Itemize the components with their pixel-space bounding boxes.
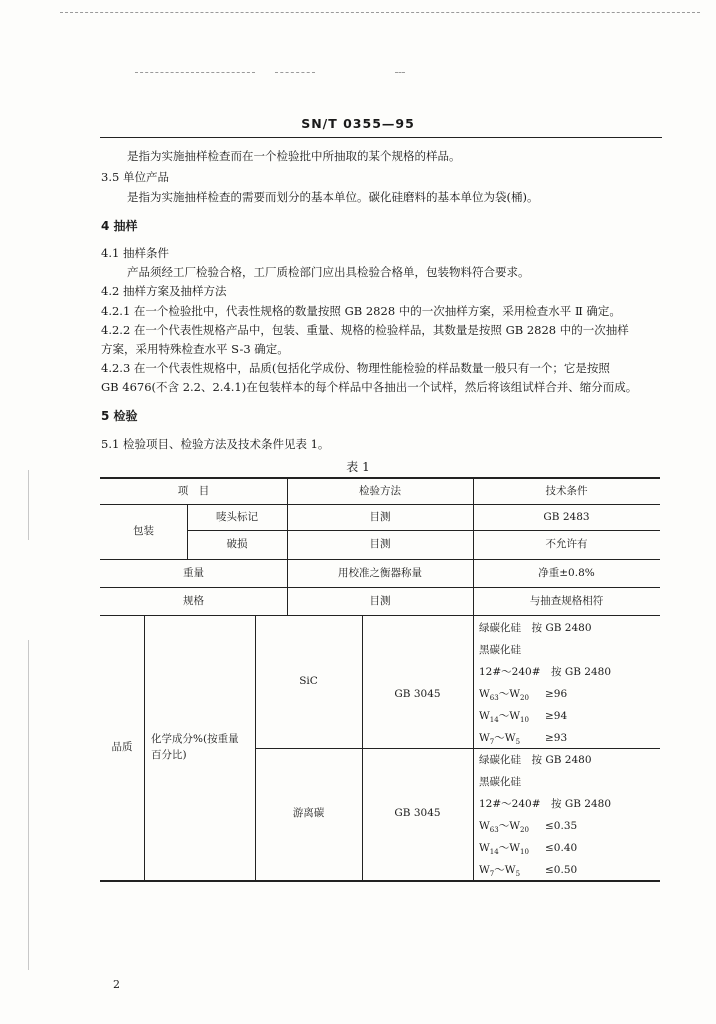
section-heading: 3.5 单位产品 — [101, 170, 169, 184]
packaging-condition: 不允许有 — [545, 538, 588, 550]
body-line: 4.2.1 在一个检验批中，代表性规格的数量按照 GB 2828 中的一次抽样方案，采用检查水平 Ⅱ 确定。 — [101, 304, 621, 318]
table-border — [255, 748, 660, 749]
sic-threshold: ≥94 — [545, 710, 568, 722]
standard-code: SN/T 0355—95 — [301, 116, 415, 131]
free-carbon-threshold: ≤0.35 — [545, 820, 578, 832]
table-border — [100, 559, 660, 560]
quality-label: 品质 — [111, 741, 133, 753]
packaging-method: 目测 — [369, 511, 391, 523]
table-border — [100, 477, 660, 479]
scan-artifact-top — [60, 12, 700, 13]
table-border — [362, 615, 363, 880]
spec-condition: 与抽查规格相符 — [529, 595, 604, 607]
body-line: 4.2.2 在一个代表性规格产品中，包装、重量、规格的检验样品，其数量是按照 GB 2828 中的一次抽样 — [101, 323, 629, 337]
section-heading: 4.2 抽样方案及抽样方法 — [101, 284, 227, 298]
table-border — [473, 615, 474, 880]
sic-grit-range: $W_{63}\sim W_{20}$ — [479, 688, 529, 703]
body-line: 4.2.3 在一个代表性规格中，品质(包括化学成份、物理性能检验的样品数量一般只有一个；它是按照 — [101, 361, 610, 375]
sic-threshold: ≥93 — [545, 732, 568, 744]
free-carbon-label: 游离碳 — [292, 807, 325, 819]
free-carbon-threshold: ≤0.50 — [545, 864, 578, 876]
free-carbon-condition-line: 黑碳化硅 — [479, 776, 521, 788]
sic-grit-range: $W_7\sim W_5$ — [479, 732, 521, 747]
free-carbon-grit-range: $W_7\sim W_5$ — [479, 864, 521, 879]
free-carbon-grit-range: $W_{14}\sim W_{10}$ — [479, 842, 529, 857]
packaging-sub: 唛头标记 — [216, 511, 258, 523]
table-border — [187, 530, 660, 531]
section-heading: 5 检验 — [101, 409, 138, 423]
body-line: 是指为实施抽样检查而在一个检验批中所抽取的某个规格的样品。 — [127, 149, 461, 163]
table-border — [100, 504, 660, 505]
header-item: 项 目 — [177, 485, 210, 497]
packaging-label: 包装 — [133, 525, 154, 537]
sic-grit-range: $W_{14}\sim W_{10}$ — [479, 710, 529, 725]
free-carbon-threshold: ≤0.40 — [545, 842, 578, 854]
sic-threshold: ≥96 — [545, 688, 568, 700]
body-line: 方案，采用特殊检查水平 S-3 确定。 — [101, 342, 289, 356]
sic-condition-line: 黑碳化硅 — [479, 644, 521, 656]
header-condition: 技术条件 — [545, 485, 588, 497]
table-border — [100, 587, 660, 588]
table-border — [100, 880, 660, 882]
spec-label: 规格 — [183, 595, 204, 607]
body-line: 是指为实施抽样检查的需要而划分的基本单位。碳化硅磨料的基本单位为袋(桶)。 — [127, 190, 539, 204]
scan-edge-mark — [28, 640, 29, 970]
free-carbon-grit-range: $W_{63}\sim W_{20}$ — [479, 820, 529, 835]
spec-method: 目测 — [369, 595, 391, 607]
chem-composition-label: 百分比) — [151, 749, 187, 761]
section-heading: 4.1 抽样条件 — [101, 246, 169, 260]
table-border — [255, 615, 256, 880]
scan-artifact-dash-3 — [395, 72, 405, 73]
body-line: GB 4676(不含 2.2、2.4.1)在包装样本的每个样品中各抽出一个试样，然后将该组试样合并、缩分而成。 — [101, 380, 638, 394]
sic-method: GB 3045 — [394, 688, 441, 700]
free-carbon-method: GB 3045 — [394, 807, 441, 819]
weight-method: 用校准之衡器称量 — [338, 567, 422, 579]
table-border — [144, 615, 145, 880]
sic-label: SiC — [299, 675, 318, 687]
chem-composition-label: 化学成分%(按重量 — [151, 733, 239, 745]
packaging-method: 目测 — [369, 538, 391, 550]
header-method: 检验方法 — [359, 485, 401, 497]
header-rule — [100, 137, 662, 138]
packaging-condition: GB 2483 — [543, 511, 590, 523]
packaging-sub: 破损 — [226, 538, 248, 550]
sic-condition-line: 12#～240# 按 GB 2480 — [479, 666, 611, 678]
sic-condition-line: 绿碳化硅 按 GB 2480 — [479, 622, 592, 634]
weight-condition: 净重±0.8% — [538, 567, 595, 579]
table-border — [100, 615, 660, 616]
body-line: 产品须经工厂检验合格，工厂质检部门应出具检验合格单，包装物料符合要求。 — [127, 265, 530, 279]
section-heading: 4 抽样 — [101, 219, 138, 233]
page-number: 2 — [113, 978, 120, 991]
table-title: 表 1 — [346, 460, 370, 474]
scan-edge-mark — [28, 470, 29, 540]
free-carbon-condition-line: 绿碳化硅 按 GB 2480 — [479, 754, 592, 766]
free-carbon-condition-line: 12#～240# 按 GB 2480 — [479, 798, 611, 810]
weight-label: 重量 — [183, 567, 204, 579]
scan-artifact-dash-2 — [275, 72, 315, 73]
body-line: 5.1 检验项目、检验方法及技术条件见表 1。 — [101, 437, 330, 451]
scan-artifact-dash-1 — [135, 72, 255, 73]
